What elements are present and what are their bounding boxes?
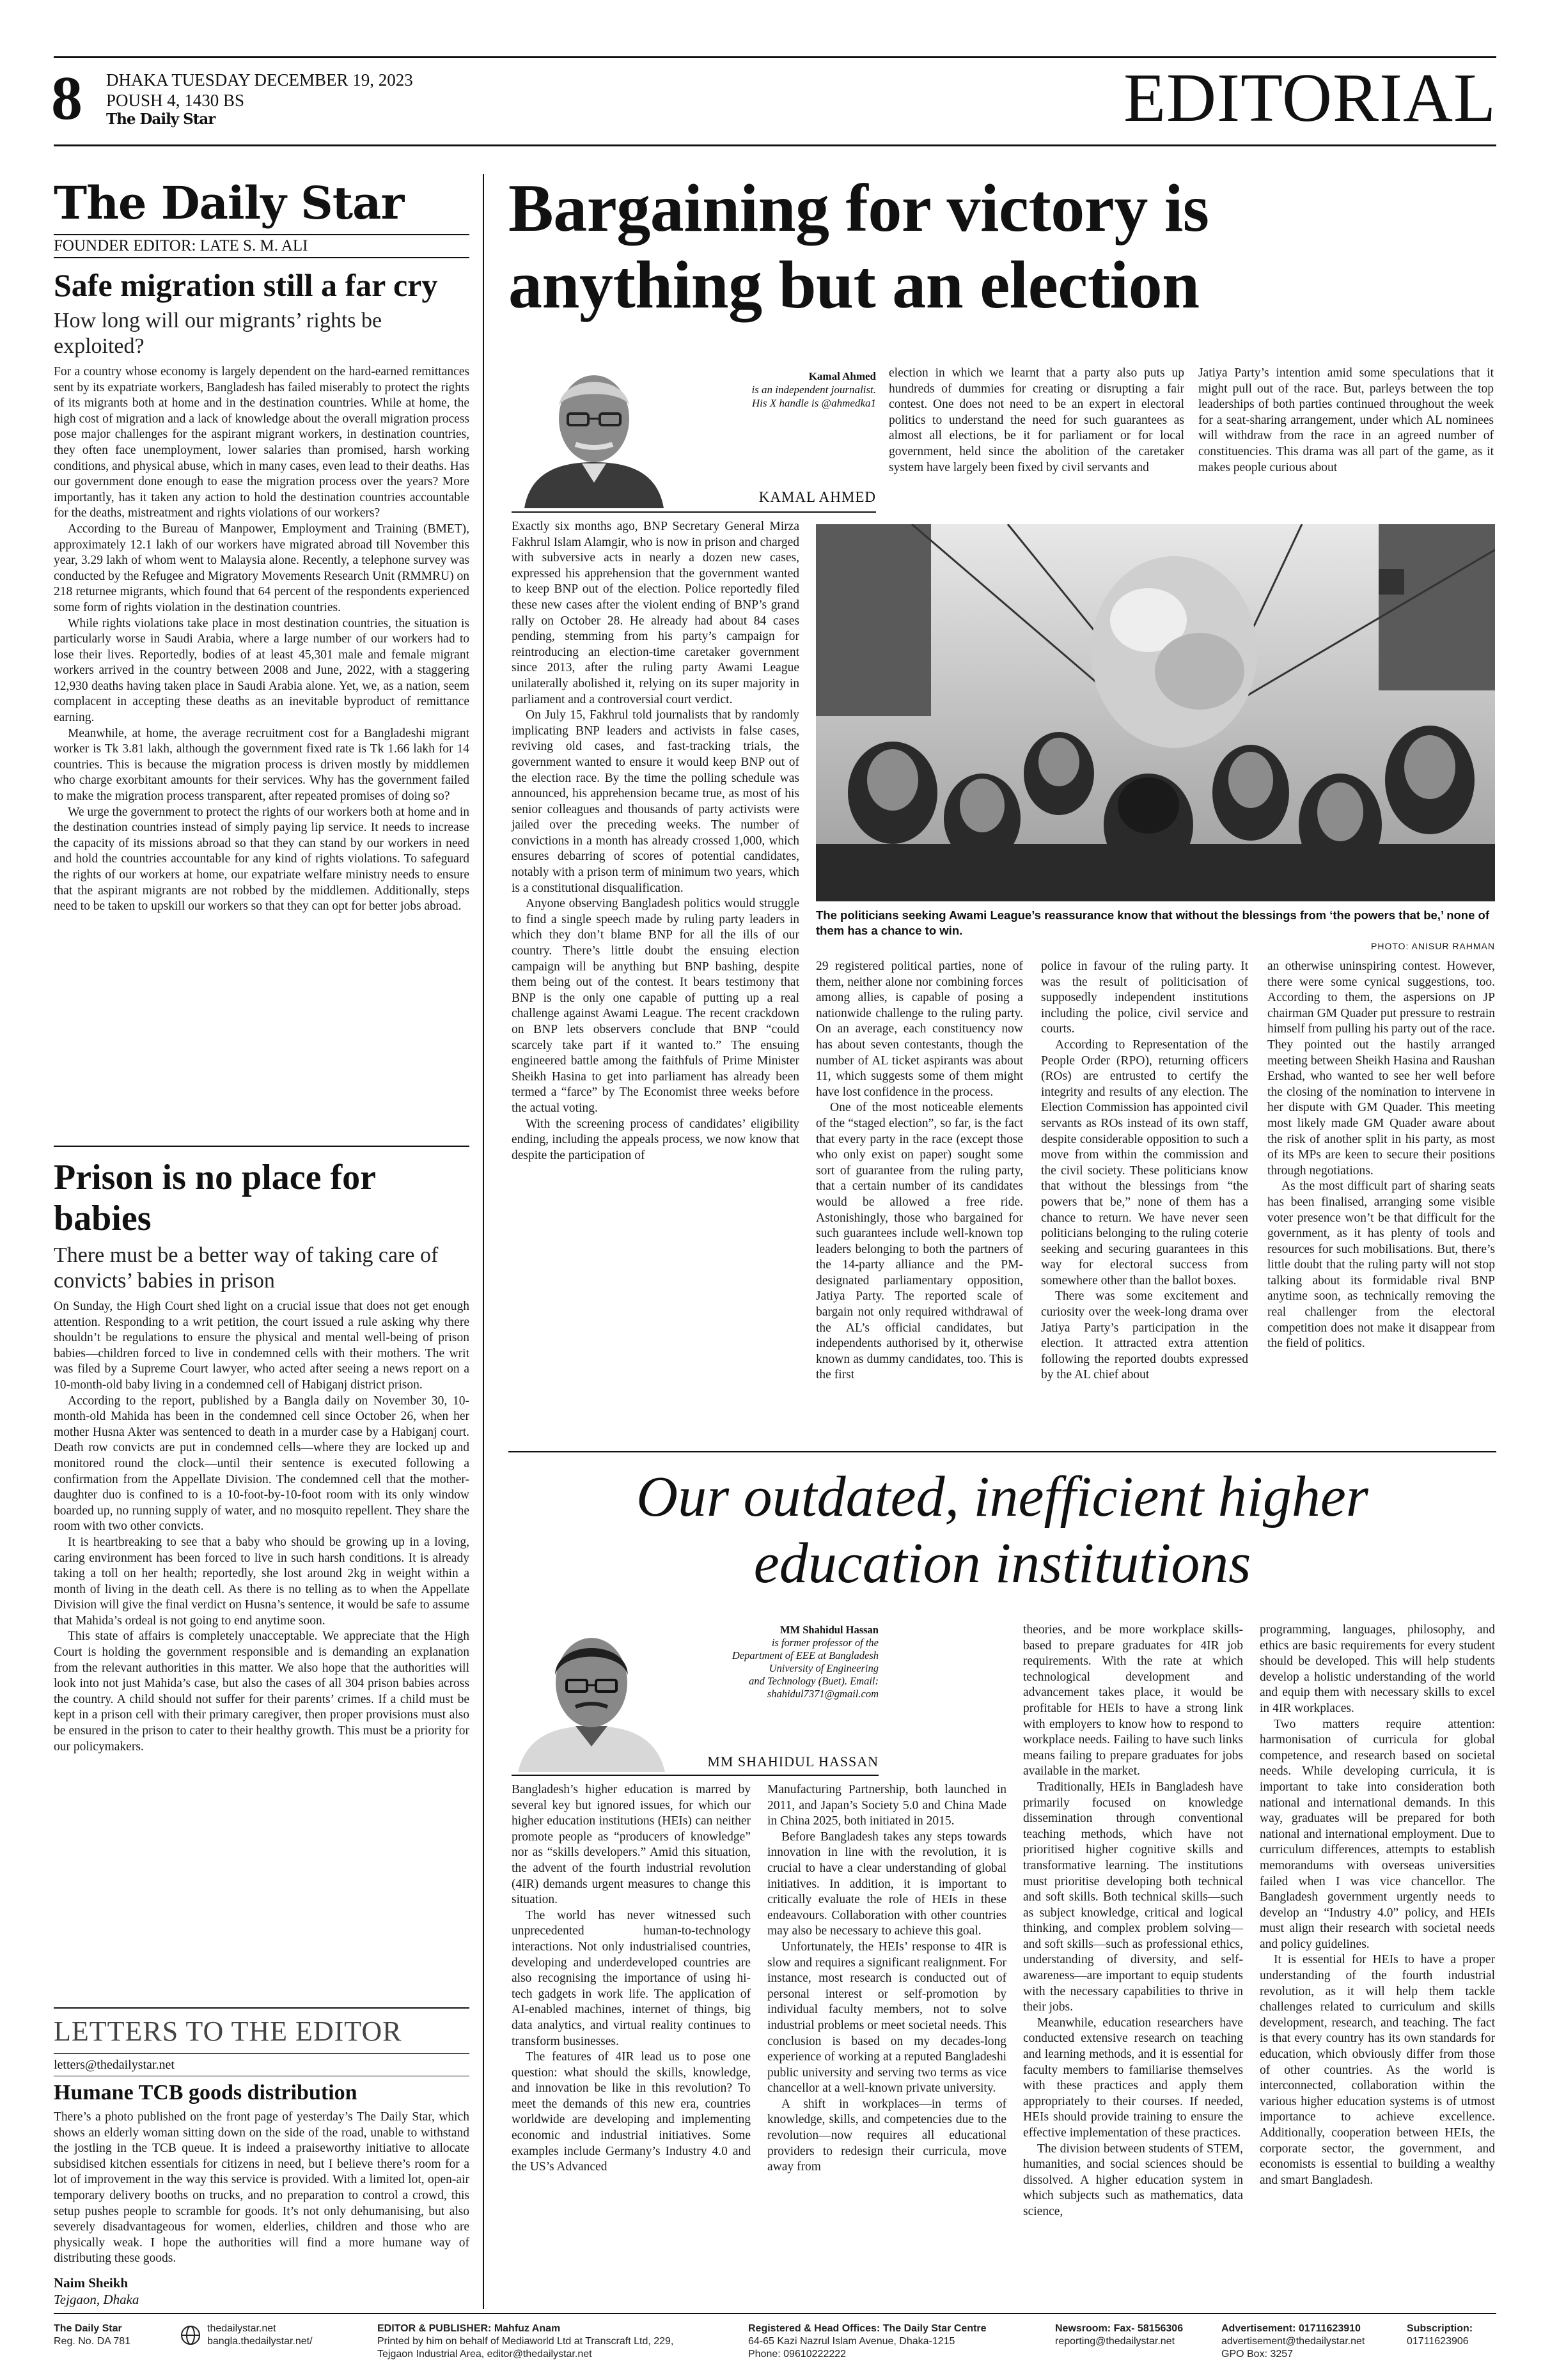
paragraph: A shift in workplaces—in terms of knowledge, skills, and competencies due to the revolution—now requires all educational providers to redesign their curricula, move away from	[767, 2097, 1006, 2174]
article-1-col4	[1267, 959, 1495, 1352]
paragraph: With the screening process of candidates’ eligibility ending, including the appeals process, we now know that despite the participation of	[512, 1117, 799, 1162]
footer-line: Printed by him on behalf of Mediaworld Ltd at Transcraft Ltd, 229,	[377, 2336, 674, 2347]
author-name: MM Shahidul Hassan	[779, 1624, 879, 1636]
footer-offices	[748, 2322, 1042, 2361]
author-email[interactable]: shahidul7371@gmail.com	[767, 1688, 879, 1700]
paragraph: theories, and be more workplace skills-based to prepare graduates for 4IR job requirements. With the rate at which technological development and advancement takes place, it would be profitable for HEIs to have a strong link with employers to know how to respond to workplace needs. Failing to have such links means failing to prepare graduates for jobs available in the market.	[1023, 1623, 1243, 1778]
article-1-col1	[512, 519, 799, 1163]
paragraph: Exactly six months ago, BNP Secretary General Mirza Fakhrul Islam Alamgir, who is now in prison and charged with subversive acts in nearly a dozen new cases, expressed his apprehension that the government wanted to keep BNP out of the election. Police reportedly filed these new cases after the violent ending of BNP’s grand rally on October 28. He already had about 84 cases pending, stemming from his party’s campaign for reintroducing an election-time caretaker government since 2013, after the ruling party Awami League unilaterally abolished it, relying on its super majority in parliament and a controversial court verdict.	[512, 520, 799, 706]
paragraph: Unfortunately, the HEIs’ response to 4IR is slow and requires a significant realignment. For instance, most research is conducted out of personal interest or self-promotion by individual faculty members, not to solve industrial problems or meet societal needs. This conclusion is based on my decades-long experience of working at a reputed Bangladeshi public university and serving two terms as vice chancellor at a well-known private university.	[767, 1940, 1006, 2096]
paragraph: According to the report, published by a Bangla daily on November 30, 10-month-old Mahida has been in the condemned cell since October 26, when her mother Husna Akter was sentenced to death in a murder case by a Habiganj court. Death row convicts are put in condemned cells—where they are locked up and monitored round the clock—until their sentence is executed following a confirmation from the Appellate Division. The condemned cell that the mother-daughter duo is confined to is a 10-foot-by-10-foot room with its only window boarded up, no running supply of water, and no mosquito repellent. They share the room with two other convicts.	[54, 1394, 469, 1534]
footer-offices-title: Registered & Head Offices: The Daily Star Centre	[748, 2323, 987, 2334]
footer-line: GPO Box: 3257	[1221, 2349, 1294, 2360]
author-bio-line: His X handle is @ahmedka1	[751, 397, 876, 409]
paragraph: Two matters require attention: harmonisation of curricula for global competence, and research based on societal needs. While developing curricula, it is important to take into consideration both national and international demands. In this way, graduates will be prepared for both national and international employment. Due to curriculum differences, attempts to establish memorandums with overseas universities failed when I was vice chancellor. The Bangladesh government urgently needs to develop an “Industry 4.0” policy, and HEIs must align their research with societal needs and policy guidelines.	[1260, 1717, 1495, 1951]
footer-websites	[180, 2322, 359, 2348]
footer-paper	[54, 2322, 162, 2348]
paragraph: According to the Bureau of Manpower, Employment and Training (BMET), approximately 12.1 lakh of our workers have migrated abroad till November this year, 3.29 lakh of whom went to Malaysia alone. Recently, a telephone survey was conducted by the Refugee and Migratory Movements Research Unit (RMMRU) on 218 returnee migrants, which found that 64 percent of the respondents experienced some form of rights violation in the destination countries.	[54, 522, 469, 614]
footer-line: 64-65 Kazi Nazrul Islam Avenue, Dhaka-1215	[748, 2336, 955, 2347]
editorial-1-title: Safe migration still a far cry	[54, 267, 438, 303]
author-photo-shahidul-hassan	[512, 1621, 671, 1772]
article-2-col1	[512, 1782, 751, 2175]
paragraph: While rights violations take place in most destination countries, the situation is particularly worse in Saudi Arabia, where a large number of our workers had to lose their lives. Reportedly, bodies of at least 45,301 male and female migrant workers arrived in the country between 2008 and June, 2022, with a staggering 12,930 deaths having taken place in Saudi Arabia alone. Yet, we, as a nation, seem complacent in accepting these deaths as an inevitable byproduct of remittance earning.	[54, 616, 469, 725]
paragraph: According to Representation of the People Order (RPO), returning officers (ROs) are entrusted to certify the integrity and results of any election. The Election Commission has appointed civil servants as ROs instead of its own staff, despite considerable opposition to such a move from within the commission and the civil society. These politicians know that without the blessings from “the powers that be,” none of them has a chance to return. We have never seen politicians belonging to the ruling coterie seeking and securing guarantees in this way for electoral success from somewhere other than the ballot boxes.	[1041, 1038, 1248, 1287]
author-bio-line: Department of EEE at Bangladesh	[732, 1649, 879, 1661]
page-number: 8	[51, 64, 82, 133]
author-2-byline: MM SHAHIDUL HASSAN	[707, 1754, 879, 1769]
bangla-date: POUSH 4, 1430 BS	[106, 91, 245, 110]
paragraph: The features of 4IR lead us to pose one question: what should the skills, knowledge, and innovation be like in this revolution? To meet the demands of this new era, countries worldwide are developing and implementing economic and industrial initiatives. Some examples include Germany’s Industry 4.0 and the US’s Advanced	[512, 2050, 751, 2174]
founder-editor-line: FOUNDER EDITOR: LATE S. M. ALI	[54, 237, 308, 254]
left-column-divider	[483, 174, 484, 2309]
editorial-2-subtitle: There must be a better way of taking care of convicts’ babies in prison	[54, 1243, 439, 1293]
paragraph: Meanwhile, at home, the average recruitment cost for a Bangladeshi migrant worker is Tk 3.81 lakh, although the government fixed rate is Tk 1.66 lakh for 14 countries. This is because the migration process is driven mostly by middlemen who charge exorbitant amounts for their services. Why has the government failed to make the migration process transparent, after repeated promises of doing so?	[54, 726, 469, 804]
footer-rule	[54, 2313, 1496, 2314]
letters-email[interactable]: letters@thedailystar.net	[54, 2058, 175, 2072]
article-2-col2	[767, 1782, 1006, 2175]
paragraph: It is heartbreaking to see that a baby who should be growing up in a loving, caring environment has been forced to live in such harsh conditions. It is already taking a toll on her health; reportedly, she lost around 2kg in weight within a month of living in the death cell. As there is no telling as to when the Appellate Division will give the final verdict on Husna’s sentence, it would be safe to assume that Mahida’s ordeal is not going to end anytime soon.	[54, 1535, 469, 1628]
paragraph: This state of affairs is completely unacceptable. We appreciate that the High Court is holding the government responsible and is demanding an explanation from the relevant authorities in this matter. We also hope that the authorities will look into not just Mahida’s case, but also the cases of all 304 prison babies across the country. A child should not suffer for their parents’ crimes. If a child must be kept in a prison cell with their primary caregiver, then proper provisions must also be ensured in the prison to cater to their healthy growth. This must be a priority for our policymakers.	[54, 1629, 469, 1754]
paragraph: One of the most noticeable elements of the “staged election”, so far, is the fact that every party in the race (except those who only exist on paper) sought some sort of guarantee from the ruling party, that a certain number of its candidates would be allowed a free ride. Astonishingly, those who bargained for such guarantees include well-known top leaders belonging to both the partners of the 14-party alliance and the PM-designated parliamentary opposition, Jatiya Party. The reported scale of bargain not only required withdrawal of the AL’s official candidates, but independents authorised by it, otherwise known as dummy candidates, too. This is the first	[816, 1101, 1023, 1382]
section-title: EDITORIAL	[1123, 60, 1496, 136]
footer-newsroom-title: Newsroom: Fax- 58156306	[1055, 2323, 1184, 2334]
author-photo-kamal-ahmed	[512, 355, 677, 508]
footer-advertisement	[1221, 2322, 1388, 2361]
article-1-col2	[816, 959, 1023, 1383]
paragraph: Anyone observing Bangladesh politics would struggle to find a single speech made by ruling party leaders in which they don’t blame BNP for all the ills of our country. There’s little doubt the ensuing election campaign will be anything but BNP bashing, despite them being out of the contest. It bears testimony that BNP is the only one capable of putting up a real challenge against Awami League. The recent crackdown on BNP lets observers conclude that BNP “could scarcely take part if it wanted to.” The ensuing engineered battle among the faithfuls of Prime Minister Sheikh Hasina to get into parliament has already been termed a “farce” by The Economist three weeks before the actual voting.	[512, 897, 799, 1115]
author-1-bio	[684, 369, 876, 410]
editorial-2-title: Prison is no place for babies	[54, 1158, 375, 1238]
website-link[interactable]: bangla.thedailystar.net/	[207, 2336, 313, 2347]
byline-rule	[512, 511, 876, 513]
headline-line: Bargaining for victory is	[508, 171, 1209, 245]
article-1-col3	[1041, 959, 1248, 1383]
editorial-1-subtitle: How long will our migrants’ rights be exploited?	[54, 309, 382, 358]
paragraph: Before Bangladesh takes any steps towards innovation in line with the revolution, it is crucial to have a clear understanding of global initiatives. In addition, it is important to critically evaluate the role of HEIs in these endeavours. Collaboration with other countries may also be necessary to achieve this goal.	[767, 1830, 1006, 1938]
article-2-headline	[508, 1464, 1496, 1597]
byline-rule	[512, 1775, 879, 1776]
footer-ad-title: Advertisement: 01711623910	[1221, 2323, 1361, 2334]
footer-sub-title: Subscription:	[1407, 2323, 1473, 2334]
headline-line: education institutions	[753, 1532, 1251, 1595]
editorial-divider	[54, 1146, 469, 1147]
paragraph: On July 15, Fakhrul told journalists that by randomly implicating BNP leaders and activists in false cases, reviving old cases, and fast-tracking trials, the government wanted to ensure it would keep BNP out of the election race. By the time the polling schedule was announced, his apprehension became true, as most of his senior colleagues and thousands of party activists were jailed over the preceding weeks. The number of convictions in a month has already crossed 1,000, which ensures debarring of scores of potential candidates, notably with a prison term of minimum two years, which is a constitutional disqualification.	[512, 708, 799, 895]
author-bio-line: is former professor of the	[771, 1637, 879, 1649]
footer-newsroom	[1055, 2322, 1215, 2348]
paragraph: programming, languages, philosophy, and ethics are basic requirements for every student should be developed. This will help students develop a holistic understanding of the world and equip them with necessary skills to excel in 4IR workplaces.	[1260, 1623, 1495, 1715]
headline-line: anything but an election	[508, 247, 1200, 322]
date-line: DHAKA TUESDAY DECEMBER 19, 2023	[106, 70, 413, 89]
paragraph: As the most difficult part of sharing seats has been finalised, arranging some visible voter presence won’t be that difficult for the government, as it has plenty of tools and resources for such mobilisations. But, there’s little doubt that the ruling party will not stop talking about its formidable rival BNP anytime soon, as technically removing the real challenger from the electoral competition does not make it disappear from the field of politics.	[1267, 1179, 1495, 1351]
masthead-rule	[54, 144, 1496, 146]
footer-reg-no: Reg. No. DA 781	[54, 2336, 131, 2347]
article-2-col3	[1023, 1622, 1243, 2220]
letter-title: Humane TCB goods distribution	[54, 2081, 357, 2104]
article-2-col4	[1260, 1622, 1495, 2188]
paragraph: There was some excitement and curiosity over the week-long drama over Jatiya Party’s participation in the election. It attracted extra attention following the reported doubts expressed by the AL chief about	[1041, 1289, 1248, 1382]
footer-line: Phone: 09610222222	[748, 2349, 847, 2360]
paragraph: Bangladesh’s higher education is marred by several key but ignored issues, for which our higher education institutions (HEIs) can neither promote people as “producers of knowledge” nor as “skills developers.” Amid this situation, the advent of the fourth industrial revolution (4IR) demands urgent measures to change this situation.	[512, 1783, 751, 1907]
paragraph: Meanwhile, education researchers have conducted extensive research on teaching and learning methods, and it is essential for faculty members to familiarise themselves with these practices and apply them appropriately to their courses. If needed, HEIs should provide training to ensure the effective implementation of these practices.	[1023, 2016, 1243, 2140]
paragraph: an otherwise uninspiring contest. However, there were some cynical suggestions, too. According to them, the aspersions on JP chairman GM Quader put pressure to restrain himself from pulling his party out of the race. They pointed out the hastily arranged meeting between Sheikh Hasina and Raushan Ershad, who wanted to see her well before the closing of the nomination to intervene in her dispute with GM Quader. This meeting most likely made GM Quader aware about the risk of another split in his party, as most of its MPs are keen to secure their positions through negotiations.	[1267, 960, 1495, 1178]
footer-subscription	[1407, 2322, 1496, 2348]
footer-line[interactable]: advertisement@thedailystar.net	[1221, 2336, 1365, 2347]
footer-paper-title: The Daily Star	[54, 2323, 122, 2334]
photo-credit: PHOTO: ANISUR RAHMAN	[1371, 941, 1495, 951]
author-bio-line: and Technology (Buet). Email:	[749, 1675, 879, 1687]
paragraph: The division between students of STEM, humanities, and social sciences should be dissolved. A higher education system in which subjects such as mathematics, data science,	[1023, 2142, 1243, 2218]
author-bio-line: University of Engineering	[769, 1662, 879, 1674]
letter-body: There’s a photo published on the front page of yesterday’s The Daily Star, which shows an elderly woman sitting down on the side of the road, unable to withstand the jostling in the TCB queue. It is indeed a praiseworthy initiative to allocate subsidised kitchen essentials for citizens in need, but I believe there’s room for a lot of improvement in the way this service is provided. With a limited lot, open-air temporary delivery booths on trucks, and no preparation to control a crowd, this setup pushes people to scramble for goods. It’s not only dehumanising, but also severely disadvantageous for women, elderlies, children and those who are physically weak. I hope the authorities will find a more humane way of distributing these goods.	[54, 2110, 469, 2266]
globe-icon	[180, 2325, 201, 2349]
footer-line: Tejgaon Industrial Area, editor@thedailystar.net	[377, 2349, 592, 2360]
author-1-byline: KAMAL AHMED	[758, 489, 876, 505]
letter-signature-name: Naim Sheikh	[54, 2275, 129, 2291]
author-name: Kamal Ahmed	[808, 370, 876, 382]
article-divider	[508, 1451, 1496, 1452]
headline-line: Our outdated, inefficient higher	[636, 1465, 1368, 1528]
photo-caption: The politicians seeking Awami League’s reassurance know that without the blessings from ‘the powers that be,’ none of them has a chance to win.	[816, 908, 1490, 937]
paragraph: On Sunday, the High Court shed light on a crucial issue that does not get enough attention. Responding to a writ petition, the court issued a rule asking why there shouldn’t be regulations to ensure the physical and mental well-being of prison babies—children forced to live in condemned cells with their mothers. The writ was filed by a Supreme Court lawyer, who acted after seeing a news report on a 10-month-old baby living in a condemned cell of Habiganj district prison.	[54, 1300, 469, 1392]
paragraph: Manufacturing Partnership, both launched in 2011, and Japan’s Society 5.0 and China Made in China 2025, both initiated in 2015.	[767, 1783, 1006, 1828]
article-1-top-col3: Jatiya Party’s intention amid some speculations that it might pull out of the race. But, parleys between the top leaderships of both parties continued throughout the week for a seat-sharing arrangement, under which AL nominees will withdraw from the race in an agreed number of constituencies. This drama was all part of the game, as it makes people curious about	[1198, 366, 1494, 474]
website-link[interactable]: thedailystar.net	[207, 2323, 276, 2334]
author-bio-line: is an independent journalist.	[751, 384, 876, 396]
paragraph: police in favour of the ruling party. It was the result of politicisation of supposedly independent institutions including the police, civil service and courts.	[1041, 960, 1248, 1036]
paper-logo: The Daily Star	[54, 176, 404, 229]
paragraph: It is essential for HEIs to have a proper understanding of the fourth industrial revolution, as it will help them tackle challenges related to curriculum and skills development, research, and teaching. The fact is that every country has its own standards for education, which obviously differ from those of other countries. As the world is interconnected, collaboration within the various higher education systems is of utmost importance to achieve excellence. Additionally, cooperation between HEIs, the corporate sector, the government, and economists is essential to building a wealthy and smart Bangladesh.	[1260, 1953, 1495, 2187]
author-2-bio	[691, 1624, 879, 1700]
article-1-top-col2: election in which we learnt that a party also puts up hundreds of dummies for creating or disrupting a fair contest. One does not need to be an expert in electoral politics to understand the need for such guarantees as almost all elections, be it for parliament or for local government, held since the abolition of the caretaker system have largely been fixed by civil servants and	[889, 366, 1184, 474]
letters-header: LETTERS TO THE EDITOR	[54, 2016, 402, 2047]
top-rule	[54, 56, 1496, 58]
paragraph: 29 registered political parties, none of them, neither alone nor combining forces among allies, is capable of posing a nationwide challenge to the ruling party. On an average, each constituency now has about seven contestants, though the number of AL ticket aspirants was about 11, which suggests some of them might have lost confidence in the process.	[816, 960, 1023, 1099]
footer-line: 01711623906	[1407, 2336, 1469, 2347]
editorial-1-body	[54, 364, 469, 915]
letter-signature-place: Tejgaon, Dhaka	[54, 2291, 139, 2307]
footer-line[interactable]: reporting@thedailystar.net	[1055, 2336, 1175, 2347]
footer-editor	[377, 2322, 735, 2361]
footer-editor-title: EDITOR & PUBLISHER: Mahfuz Anam	[377, 2323, 561, 2334]
paragraph: We urge the government to protect the rights of our workers both at home and in the destination countries instead of simply paying lip service. It needs to increase the capacity of its missions abroad so that they can stand by our workers in need and hold the countries accountable for any kind of rights violations. To safeguard the rights of our workers at home, our expatriate welfare ministry needs to ensure that the aspirant migrants are not robbed by the middlemen. Additionally, steps need to be taken to upskill our workers so that they can opt for better jobs abroad.	[54, 805, 469, 914]
editorial-2-body	[54, 1299, 469, 1755]
paragraph: The world has never witnessed such unprecedented human-to-technology interactions. Not only industrialised countries, developing and underdeveloped countries are also recognising the importance of using hi-tech gadgets in work life. The application of AI-enabled machines, internet of things, big data analytics, and virtual reality continues to transform businesses.	[512, 1908, 751, 2048]
news-photo-crowd	[816, 524, 1495, 901]
paragraph: For a country whose economy is largely dependent on the hard-earned remittances sent by its expatriate workers, Bangladesh has failed miserably to protect the rights of its migrants both at home and in the destination countries. While at home, the high cost of migration and a lack of knowledge about the overall migration process pose major challenges for the aspirant migrant workers, in destination countries, they often face unemployment, lower salaries than promised, harsh working conditions, and physical abuse, which in many cases, even lead to their deaths. Has our government done enough to ease the migration process over the years? More importantly, has it taken any action to hold the destination countries accountable for the deaths, mistreatment and rights violations of our workers?	[54, 365, 469, 520]
masthead-paper-name: The Daily Star	[106, 111, 215, 128]
paragraph: Traditionally, HEIs in Bangladesh have primarily focused on knowledge dissemination through conventional teaching methods, which have not prioritised higher cognitive skills and transformative learning. The institutions must prioritise developing both technical and soft skills. Both technical skills—such as subject knowledge, critical and logical thinking, and complex problem solving—and soft skills—such as professional ethics, understanding of diversity, and self-awareness—are important to equip students with the necessary capabilities to thrive in their jobs.	[1023, 1780, 1243, 2014]
article-1-headline	[508, 170, 1499, 323]
